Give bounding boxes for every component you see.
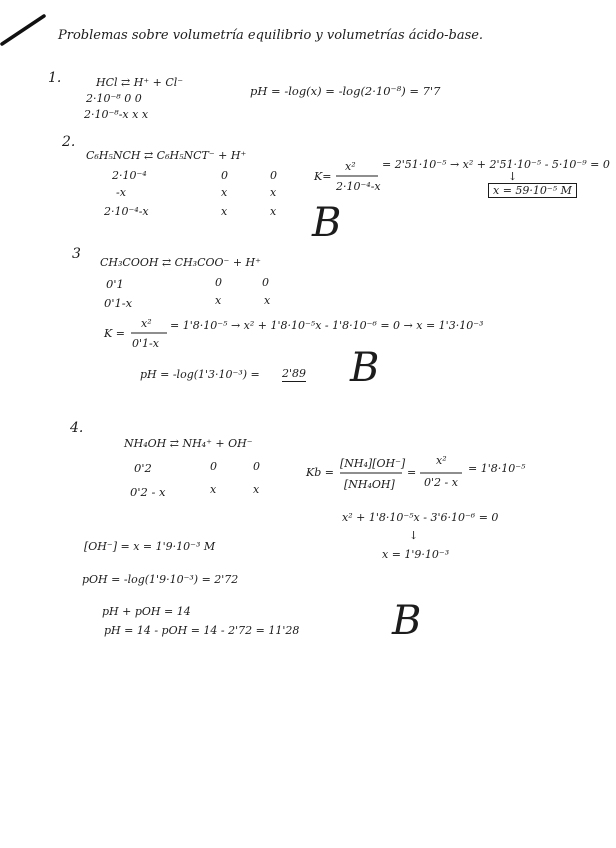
p2-number: 2. xyxy=(62,134,76,150)
p3-k-numerator: x² xyxy=(141,317,152,330)
p2-result: x = 59·10⁻⁵ M xyxy=(488,183,577,198)
p2-row2-c: x xyxy=(270,186,277,199)
p4-row1-b: 0 xyxy=(210,460,217,473)
p4-row1-c: 0 xyxy=(253,460,260,473)
p2-grade: B xyxy=(312,200,342,246)
p4-kb-numerator: [NH₄][OH⁻] xyxy=(340,457,406,470)
p3-k-denominator: 0'1-x xyxy=(132,337,159,350)
p1-row-initial: 2·10⁻⁸ 0 0 xyxy=(86,92,142,105)
p4-kb-denominator-2: 0'2 - x xyxy=(424,476,458,489)
p3-k-equation: = 1'8·10⁻⁵ → x² + 1'8·10⁻⁵x - 1'8·10⁻⁶ = 0 → x = 1'3·10⁻³ xyxy=(170,319,484,332)
p4-kb-numerator-2: x² xyxy=(436,454,447,467)
p3-grade: B xyxy=(350,345,380,391)
p4-kb-equals: = xyxy=(407,466,417,479)
p1-number: 1. xyxy=(48,70,62,86)
p2-row3-b: x xyxy=(221,205,228,218)
p4-reaction: NH₄OH ⇄ NH₄⁺ + OH⁻ xyxy=(124,437,253,450)
p3-number: 3 xyxy=(72,246,81,262)
p3-row1-a: 0'1 xyxy=(106,277,124,291)
p3-reaction: CH₃COOH ⇄ CH₃COO⁻ + H⁺ xyxy=(100,256,261,269)
p4-oh-concentration: [OH⁻] = x = 1'9·10⁻³ M xyxy=(84,540,216,553)
p3-row2-b: x xyxy=(215,294,222,307)
p2-arrow: ↓ xyxy=(508,170,518,183)
p1-reaction: HCl ⇄ H⁺ + Cl⁻ xyxy=(96,76,184,89)
p4-row1-a: 0'2 xyxy=(134,461,152,475)
p4-grade: B xyxy=(392,598,422,644)
p4-poh-calc: pOH = -log(1'9·10⁻³) = 2'72 xyxy=(82,573,239,586)
p3-ph-calc: pH = -log(1'3·10⁻³) = xyxy=(140,368,260,381)
p2-row2-b: x xyxy=(221,186,228,199)
p4-arrow: ↓ xyxy=(409,529,419,542)
p4-quadratic: x² + 1'8·10⁻⁵x - 3'6·10⁻⁶ = 0 xyxy=(342,511,499,524)
p3-k-label: K = xyxy=(104,327,125,340)
p4-number: 4. xyxy=(70,420,84,436)
p4-kb-value: = 1'8·10⁻⁵ xyxy=(468,462,526,475)
p4-ph-sum: pH + pOH = 14 xyxy=(102,605,191,618)
p4-row2-b: x xyxy=(210,483,217,496)
p3-ph-result: 2'89 xyxy=(282,367,307,380)
p2-row1-c: 0 xyxy=(270,169,277,182)
p4-row2-c: x xyxy=(253,483,260,496)
p3-row1-c: 0 xyxy=(262,276,269,289)
p3-row2-a: 0'1-x xyxy=(104,296,133,310)
p2-k-numerator: x² xyxy=(345,160,356,173)
p2-row2-a: -x xyxy=(116,186,126,199)
p1-row-equilibrium: 2·10⁻⁸-x x x xyxy=(84,108,149,121)
p4-row2-a: 0'2 - x xyxy=(130,485,166,499)
p2-reaction: C₆H₅NCH ⇄ C₆H₅NCT⁻ + H⁺ xyxy=(86,149,247,162)
p4-kb-denominator: [NH₄OH] xyxy=(344,478,395,491)
page-title: Problemas sobre volumetría equilibrio y volumetrías ácido-base. xyxy=(58,28,484,43)
p2-k-label: K= xyxy=(314,170,332,183)
p2-row1-a: 2·10⁻⁴ xyxy=(112,169,147,182)
p2-row3-a: 2·10⁻⁴-x xyxy=(104,205,149,218)
corner-stroke xyxy=(2,16,44,44)
p4-kb-label: Kb = xyxy=(306,466,334,479)
p2-row3-c: x xyxy=(270,205,277,218)
p3-row2-c: x xyxy=(264,294,271,307)
p4-ph-calc: pH = 14 - pOH = 14 - 2'72 = 11'28 xyxy=(104,624,300,637)
p1-ph-calc: pH = -log(x) = -log(2·10⁻⁸) = 7'7 xyxy=(250,84,441,98)
p2-k-equation: = 2'51·10⁻⁵ → x² + 2'51·10⁻⁵ - 5·10⁻⁹ = 0 xyxy=(382,158,610,171)
p3-row1-b: 0 xyxy=(215,276,222,289)
p4-x-value: x = 1'9·10⁻³ xyxy=(382,548,450,561)
p2-k-denominator: 2·10⁻⁴-x xyxy=(336,180,381,193)
p2-row1-b: 0 xyxy=(221,169,228,182)
